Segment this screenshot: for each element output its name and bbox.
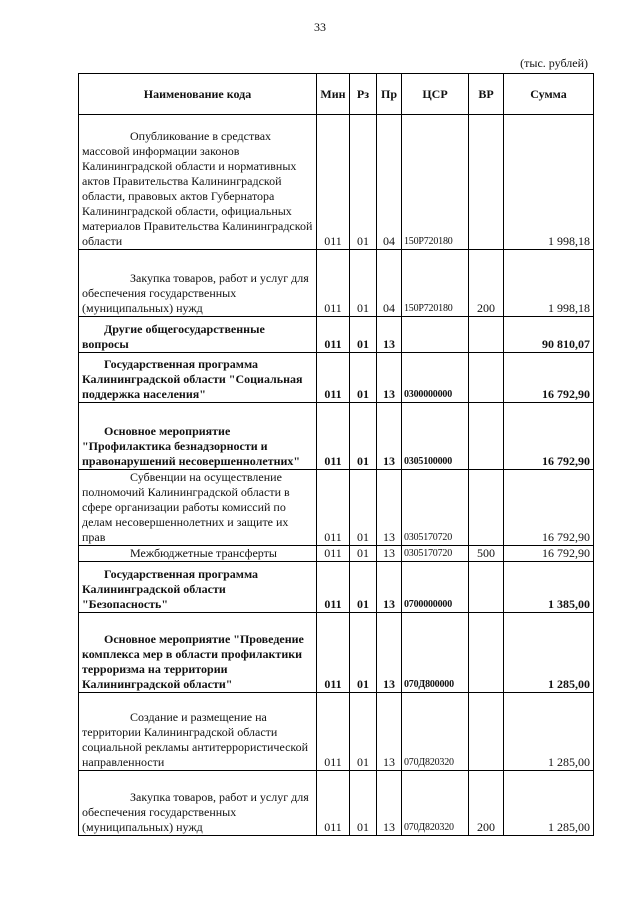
- row-sum: 16 792,90: [504, 546, 594, 562]
- row-csr: 0305170720: [402, 546, 469, 562]
- row-name: Другие общегосударственные вопросы: [79, 317, 317, 353]
- row-vr: [469, 353, 504, 403]
- row-csr: 150Р720180: [402, 250, 469, 317]
- table-row: [79, 693, 594, 771]
- row-vr: [469, 613, 504, 693]
- header-min: Мин: [317, 74, 350, 115]
- row-rz: 01: [350, 317, 377, 353]
- header-row: [79, 74, 594, 115]
- row-sum: 16 792,90: [504, 470, 594, 546]
- row-pr: 04: [377, 250, 402, 317]
- row-vr: [469, 693, 504, 771]
- row-csr: 0305100000: [402, 403, 469, 470]
- header-csr: ЦСР: [402, 74, 469, 115]
- row-name: Опубликование в средствах массовой информации законов Калининградской области и нормативных актов Правительства Калининградской области, правовых актов Губернатора Калининградской области, официальных материалов Правительства Калининградской области: [79, 115, 317, 250]
- row-csr: 0300000000: [402, 353, 469, 403]
- row-pr: 13: [377, 771, 402, 836]
- row-sum: 16 792,90: [504, 353, 594, 403]
- row-name: Основное мероприятие "Проведение комплекса мер в области профилактики терроризма на территории Калининградской области": [79, 613, 317, 693]
- table-row: [79, 562, 594, 613]
- row-pr: 13: [377, 470, 402, 546]
- header-rz: Рз: [350, 74, 377, 115]
- row-sum: 1 285,00: [504, 613, 594, 693]
- row-csr: 070Д800000: [402, 613, 469, 693]
- row-name: Государственная программа Калининградской области "Социальная поддержка населения": [79, 353, 317, 403]
- row-name: Государственная программа Калининградской области "Безопасность": [79, 562, 317, 613]
- budget-table: [78, 73, 594, 836]
- header-vr: ВР: [469, 74, 504, 115]
- table-row: [79, 613, 594, 693]
- row-sum: 1 285,00: [504, 771, 594, 836]
- row-vr: [469, 115, 504, 250]
- row-sum: 16 792,90: [504, 403, 594, 470]
- row-min: 011: [317, 562, 350, 613]
- row-pr: 13: [377, 353, 402, 403]
- row-pr: 13: [377, 403, 402, 470]
- row-rz: 01: [350, 771, 377, 836]
- row-sum: 1 998,18: [504, 115, 594, 250]
- row-csr: 150Р720180: [402, 115, 469, 250]
- row-sum: 1 998,18: [504, 250, 594, 317]
- row-rz: 01: [350, 613, 377, 693]
- row-rz: 01: [350, 562, 377, 613]
- table-row: [79, 470, 594, 546]
- row-name: Закупка товаров, работ и услуг для обеспечения государственных (муниципальных) нужд: [79, 771, 317, 836]
- row-pr: 13: [377, 562, 402, 613]
- row-rz: 01: [350, 470, 377, 546]
- row-rz: 01: [350, 546, 377, 562]
- row-min: 011: [317, 115, 350, 250]
- row-pr: 13: [377, 613, 402, 693]
- row-vr: 500: [469, 546, 504, 562]
- row-min: 011: [317, 353, 350, 403]
- row-rz: 01: [350, 403, 377, 470]
- table-row: [79, 115, 594, 250]
- row-vr: [469, 317, 504, 353]
- row-csr: 070Д820320: [402, 771, 469, 836]
- units-label: (тыс. рублей): [520, 56, 588, 70]
- header-pr: Пр: [377, 74, 402, 115]
- row-csr: 070Д820320: [402, 693, 469, 771]
- row-vr: [469, 562, 504, 613]
- row-min: 011: [317, 250, 350, 317]
- row-rz: 01: [350, 693, 377, 771]
- row-vr: [469, 470, 504, 546]
- row-pr: 04: [377, 115, 402, 250]
- row-pr: 13: [377, 546, 402, 562]
- table-row: [79, 317, 594, 353]
- row-min: 011: [317, 613, 350, 693]
- row-sum: 1 385,00: [504, 562, 594, 613]
- row-name: Субвенции на осуществление полномочий Калининградской области в сфере организации работы комиссий по делам несовершеннолетних и защите их прав: [79, 470, 317, 546]
- row-vr: 200: [469, 250, 504, 317]
- row-csr: 0700000000: [402, 562, 469, 613]
- row-min: 011: [317, 771, 350, 836]
- row-rz: 01: [350, 353, 377, 403]
- row-min: 011: [317, 317, 350, 353]
- header-name: Наименование кода: [79, 74, 317, 115]
- header-sum: Сумма: [504, 74, 594, 115]
- table-row: [79, 546, 594, 562]
- table-row: [79, 771, 594, 836]
- row-rz: 01: [350, 115, 377, 250]
- row-pr: 13: [377, 693, 402, 771]
- row-min: 011: [317, 403, 350, 470]
- row-rz: 01: [350, 250, 377, 317]
- row-name: Межбюджетные трансферты: [79, 546, 317, 562]
- row-vr: [469, 403, 504, 470]
- row-name: Создание и размещение на территории Калининградской области социальной рекламы антитеррористической направленности: [79, 693, 317, 771]
- table-row: [79, 403, 594, 470]
- row-sum: 1 285,00: [504, 693, 594, 771]
- row-vr: 200: [469, 771, 504, 836]
- row-sum: 90 810,07: [504, 317, 594, 353]
- row-pr: 13: [377, 317, 402, 353]
- row-csr: [402, 317, 469, 353]
- row-csr: 0305170720: [402, 470, 469, 546]
- page-number: 33: [314, 20, 326, 34]
- table-row: [79, 353, 594, 403]
- row-name: Закупка товаров, работ и услуг для обеспечения государственных (муниципальных) нужд: [79, 250, 317, 317]
- row-min: 011: [317, 546, 350, 562]
- row-min: 011: [317, 470, 350, 546]
- row-name: Основное мероприятие "Профилактика безнадзорности и правонарушений несовершеннолетних": [79, 403, 317, 470]
- row-min: 011: [317, 693, 350, 771]
- table-row: [79, 250, 594, 317]
